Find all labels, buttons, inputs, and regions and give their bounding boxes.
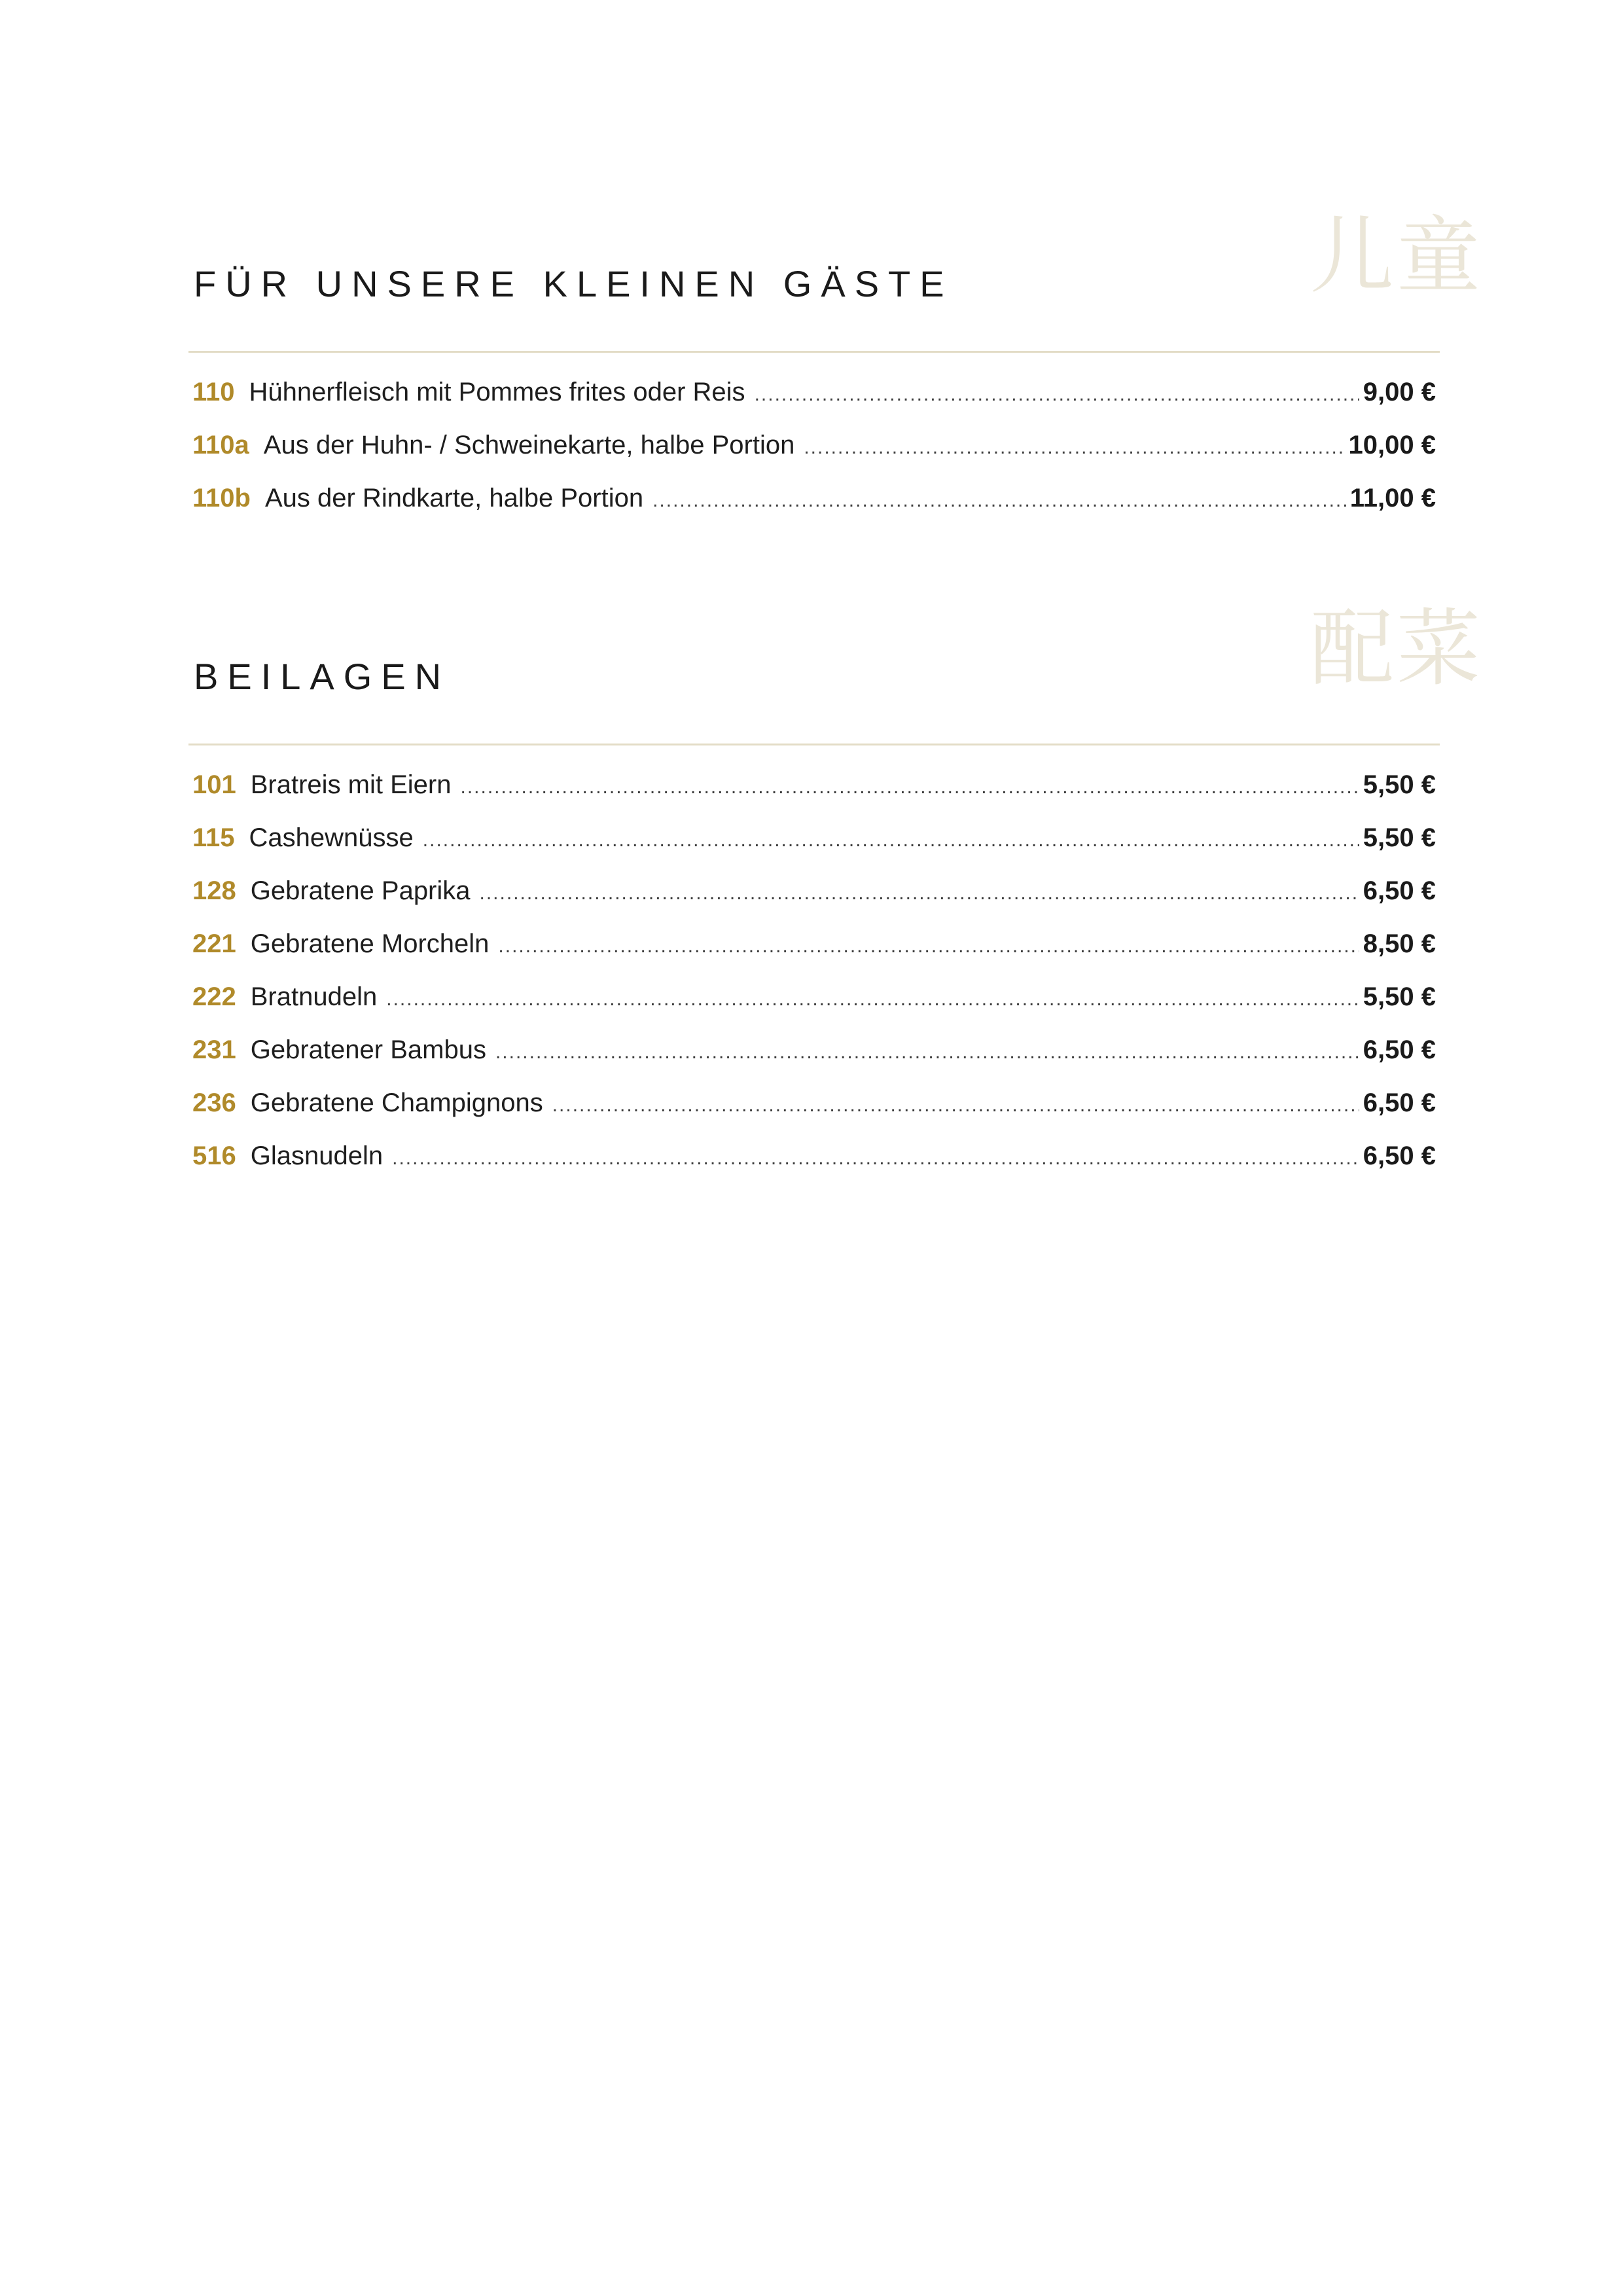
dot-leader bbox=[498, 920, 1359, 973]
item-name: Hühnerfleisch mit Pommes frites oder Reis bbox=[249, 378, 745, 406]
item-price: 5,50 € bbox=[1363, 823, 1436, 852]
menu-item bbox=[192, 759, 1436, 812]
item-price: 5,50 € bbox=[1363, 770, 1436, 799]
menu-item bbox=[192, 366, 1436, 419]
menu-item bbox=[192, 1077, 1436, 1130]
chinese-heading-kids: 儿童 bbox=[1310, 207, 1483, 305]
item-price: 6,50 € bbox=[1363, 876, 1436, 905]
item-name: Bratnudeln bbox=[250, 982, 378, 1011]
menu-item bbox=[192, 812, 1436, 865]
menu-item bbox=[192, 918, 1436, 971]
menu-item bbox=[192, 1024, 1436, 1077]
item-price: 6,50 € bbox=[1363, 1035, 1436, 1064]
item-price: 11,00 € bbox=[1349, 484, 1436, 512]
section-side-dishes bbox=[188, 589, 1483, 1204]
section-title-side-dishes: BEILAGEN bbox=[194, 656, 451, 697]
item-name: Aus der Huhn- / Schweinekarte, halbe Portion bbox=[263, 431, 795, 459]
item-name: Cashewnüsse bbox=[249, 823, 414, 852]
item-number: 110b bbox=[192, 484, 251, 512]
dot-leader bbox=[804, 421, 1344, 474]
item-number: 115 bbox=[192, 823, 235, 852]
item-price: 6,50 € bbox=[1363, 1088, 1436, 1117]
item-name: Glasnudeln bbox=[250, 1141, 383, 1170]
item-number: 110 bbox=[192, 378, 235, 406]
menu-item bbox=[192, 472, 1436, 525]
menu-item bbox=[192, 419, 1436, 472]
dot-leader bbox=[461, 761, 1359, 814]
dot-leader bbox=[495, 1026, 1359, 1079]
menu-list-kids bbox=[192, 366, 1436, 525]
item-price: 8,50 € bbox=[1363, 929, 1436, 958]
item-number: 128 bbox=[192, 876, 236, 905]
item-number: 516 bbox=[192, 1141, 236, 1170]
dot-leader bbox=[386, 973, 1359, 1026]
menu-item bbox=[192, 971, 1436, 1024]
dot-leader bbox=[755, 368, 1359, 421]
dot-leader bbox=[392, 1132, 1359, 1185]
section-title-kids: FÜR UNSERE KLEINEN GÄSTE bbox=[194, 263, 954, 304]
item-number: 221 bbox=[192, 929, 236, 958]
item-number: 101 bbox=[192, 770, 236, 799]
item-number: 231 bbox=[192, 1035, 236, 1064]
dot-leader bbox=[552, 1079, 1359, 1132]
section-divider bbox=[188, 744, 1440, 745]
item-name: Gebratene Paprika bbox=[250, 876, 471, 905]
item-number: 110a bbox=[192, 431, 249, 459]
section-divider bbox=[188, 351, 1440, 353]
item-price: 5,50 € bbox=[1363, 982, 1436, 1011]
item-name: Gebratener Bambus bbox=[250, 1035, 486, 1064]
item-price: 10,00 € bbox=[1348, 431, 1436, 459]
chinese-heading-side-dishes: 配菜 bbox=[1310, 600, 1483, 698]
item-number: 236 bbox=[192, 1088, 236, 1117]
item-name: Aus der Rindkarte, halbe Portion bbox=[264, 484, 644, 512]
item-name: Gebratene Morcheln bbox=[250, 929, 490, 958]
menu-item bbox=[192, 865, 1436, 918]
item-number: 222 bbox=[192, 982, 236, 1011]
dot-leader bbox=[480, 867, 1359, 920]
item-price: 9,00 € bbox=[1363, 378, 1436, 406]
item-price: 6,50 € bbox=[1363, 1141, 1436, 1170]
dot-leader bbox=[423, 814, 1359, 867]
menu-list-side-dishes bbox=[192, 759, 1436, 1183]
dot-leader bbox=[652, 474, 1346, 527]
section-kids bbox=[188, 196, 1483, 537]
menu-item bbox=[192, 1130, 1436, 1183]
item-name: Gebratene Champignons bbox=[250, 1088, 543, 1117]
item-name: Bratreis mit Eiern bbox=[250, 770, 452, 799]
